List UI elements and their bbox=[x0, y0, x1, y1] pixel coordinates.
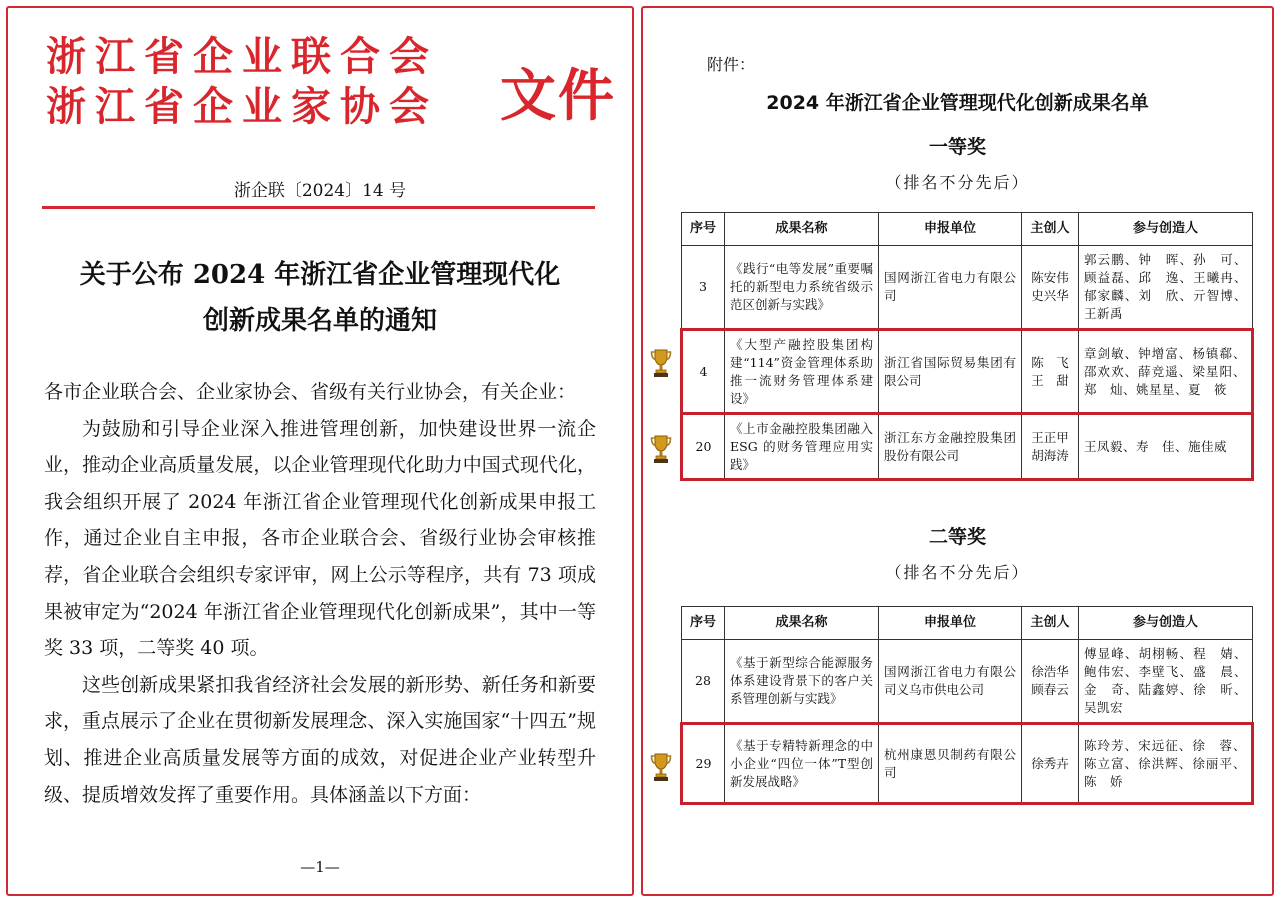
notice-body bbox=[44, 374, 596, 813]
cell-unit: 国网浙江省电力有限公司 bbox=[879, 246, 1022, 330]
header-lead: 主创人 bbox=[1022, 607, 1079, 640]
cell-lead: 陈 飞 王 甜 bbox=[1022, 330, 1079, 414]
notice-page bbox=[6, 6, 634, 896]
header-participants: 参与创造人 bbox=[1079, 213, 1253, 246]
table-header-row bbox=[682, 213, 1253, 246]
page-number: —1— bbox=[300, 858, 340, 876]
table-row bbox=[682, 246, 1253, 330]
header-name: 成果名称 bbox=[725, 607, 879, 640]
header-participants: 参与创造人 bbox=[1079, 607, 1253, 640]
salutation: 各市企业联合会、企业家协会、省级有关行业协会，有关企业： bbox=[44, 381, 577, 403]
notice-title bbox=[8, 252, 632, 344]
cell-name: 《上市金融控股集团融入 ESG 的财务管理应用实践》 bbox=[725, 414, 879, 480]
header-name: 成果名称 bbox=[725, 213, 879, 246]
document-number: 浙企联〔2024〕14 号 bbox=[233, 181, 407, 201]
table-row-highlighted bbox=[682, 330, 1253, 414]
cell-unit: 浙江东方金融控股集团股份有限公司 bbox=[879, 414, 1022, 480]
cell-name: 《基于专精特新理念的中小企业“四位一体”T型创新发展战略》 bbox=[725, 724, 879, 804]
cell-participants: 郭云鹏、钟 晖、孙 可、顾益磊、邱 逸、王曦冉、郁家麟、刘 欣、亓智博、王新禹 bbox=[1079, 246, 1253, 330]
cell-participants: 王凤毅、寿 佳、施佳威 bbox=[1079, 414, 1253, 480]
document-label: 文件 bbox=[500, 63, 616, 129]
cell-name: 《践行“电等发展”重要嘱托的新型电力系统省级示范区创新与实践》 bbox=[725, 246, 879, 330]
header-no: 序号 bbox=[682, 607, 725, 640]
header-lead: 主创人 bbox=[1022, 213, 1079, 246]
cell-no: 29 bbox=[682, 724, 725, 804]
cell-unit: 浙江省国际贸易集团有限公司 bbox=[879, 330, 1022, 414]
table-row bbox=[682, 640, 1253, 724]
cell-lead: 王正甲 胡海涛 bbox=[1022, 414, 1079, 480]
rank-note: （排名不分先后） bbox=[885, 563, 1030, 582]
second-prize-table bbox=[680, 606, 1254, 805]
paragraph: 为鼓励和引导企业深入推进管理创新，加快建设世界一流企业，推动企业高质量发展，以企业管理现代化助力中国式现代化，我会组织开展了 2024 年浙江省企业管理现代化创新成果申报工作，通过企业自主申报，各市企业联合会、省级行业协会审核推荐，省企业联合会组织专家评审，网上公示等程序，共有 73 项成果被审定为“2024 年浙江省企业管理现代化创新成果”，其中一等奖 33 项，二等奖 40 项。 bbox=[44, 417, 596, 660]
trophy-icon bbox=[650, 434, 672, 464]
cell-name: 《基于新型综合能源服务体系建设背景下的客户关系管理创新与实践》 bbox=[725, 640, 879, 724]
issuer-line: 浙江省企业联合会 bbox=[46, 33, 438, 80]
table-row-highlighted bbox=[682, 414, 1253, 480]
red-divider bbox=[42, 206, 595, 209]
cell-lead: 徐秀卉 bbox=[1022, 724, 1079, 804]
header-unit: 申报单位 bbox=[879, 607, 1022, 640]
trophy-icon bbox=[650, 348, 672, 378]
cell-name: 《大型产融控股集团构建“114”资金管理体系助推一流财务管理体系建设》 bbox=[725, 330, 879, 414]
cell-no: 4 bbox=[682, 330, 725, 414]
cell-participants: 章剑敏、钟增富、杨镇郗、邵欢欢、薛竞遥、梁星阳、郑 灿、姚星星、夏 筱 bbox=[1079, 330, 1253, 414]
cell-lead: 徐浩华 顾春云 bbox=[1022, 640, 1079, 724]
cell-participants: 陈玲芳、宋远征、徐 蓉、陈立富、徐洪辉、徐丽平、陈 娇 bbox=[1079, 724, 1253, 804]
table-row-highlighted bbox=[682, 724, 1253, 804]
list-title: 2024 年浙江省企业管理现代化创新成果名单 bbox=[766, 92, 1149, 114]
first-prize-table bbox=[680, 212, 1254, 481]
first-prize-title: 一等奖 bbox=[928, 136, 986, 158]
table-header-row bbox=[682, 607, 1253, 640]
cell-no: 20 bbox=[682, 414, 725, 480]
title-line: 关于公布 2024 年浙江省企业管理现代化 bbox=[79, 260, 561, 290]
trophy-icon bbox=[650, 752, 672, 782]
issuer-names bbox=[46, 32, 491, 132]
cell-no: 3 bbox=[682, 246, 725, 330]
rank-note: （排名不分先后） bbox=[885, 173, 1030, 192]
cell-unit: 杭州康恩贝制药有限公司 bbox=[879, 724, 1022, 804]
header-no: 序号 bbox=[682, 213, 725, 246]
title-line: 创新成果名单的通知 bbox=[202, 306, 437, 336]
header-unit: 申报单位 bbox=[879, 213, 1022, 246]
second-prize-title: 二等奖 bbox=[928, 526, 986, 548]
issuer-line: 浙江省企业家协会 bbox=[46, 83, 438, 130]
paragraph: 这些创新成果紧扣我省经济社会发展的新形势、新任务和新要求，重点展示了企业在贯彻新发展理念、深入实施国家“十四五”规划、推进企业高质量发展等方面的成效，对促进企业产业转型升级、提质增效发挥了重要作用。具体涵盖以下方面： bbox=[44, 673, 596, 806]
cell-unit: 国网浙江省电力有限公司义乌市供电公司 bbox=[879, 640, 1022, 724]
cell-lead: 陈安伟 史兴华 bbox=[1022, 246, 1079, 330]
cell-participants: 傅显峰、胡栩畅、程 婧、鲍伟宏、李壁飞、盛 晨、金 奇、陆鑫婷、徐 昕、吴凯宏 bbox=[1079, 640, 1253, 724]
cell-no: 28 bbox=[682, 640, 725, 724]
attachment-label: 附件： bbox=[707, 55, 756, 74]
attachment-page bbox=[641, 6, 1274, 896]
